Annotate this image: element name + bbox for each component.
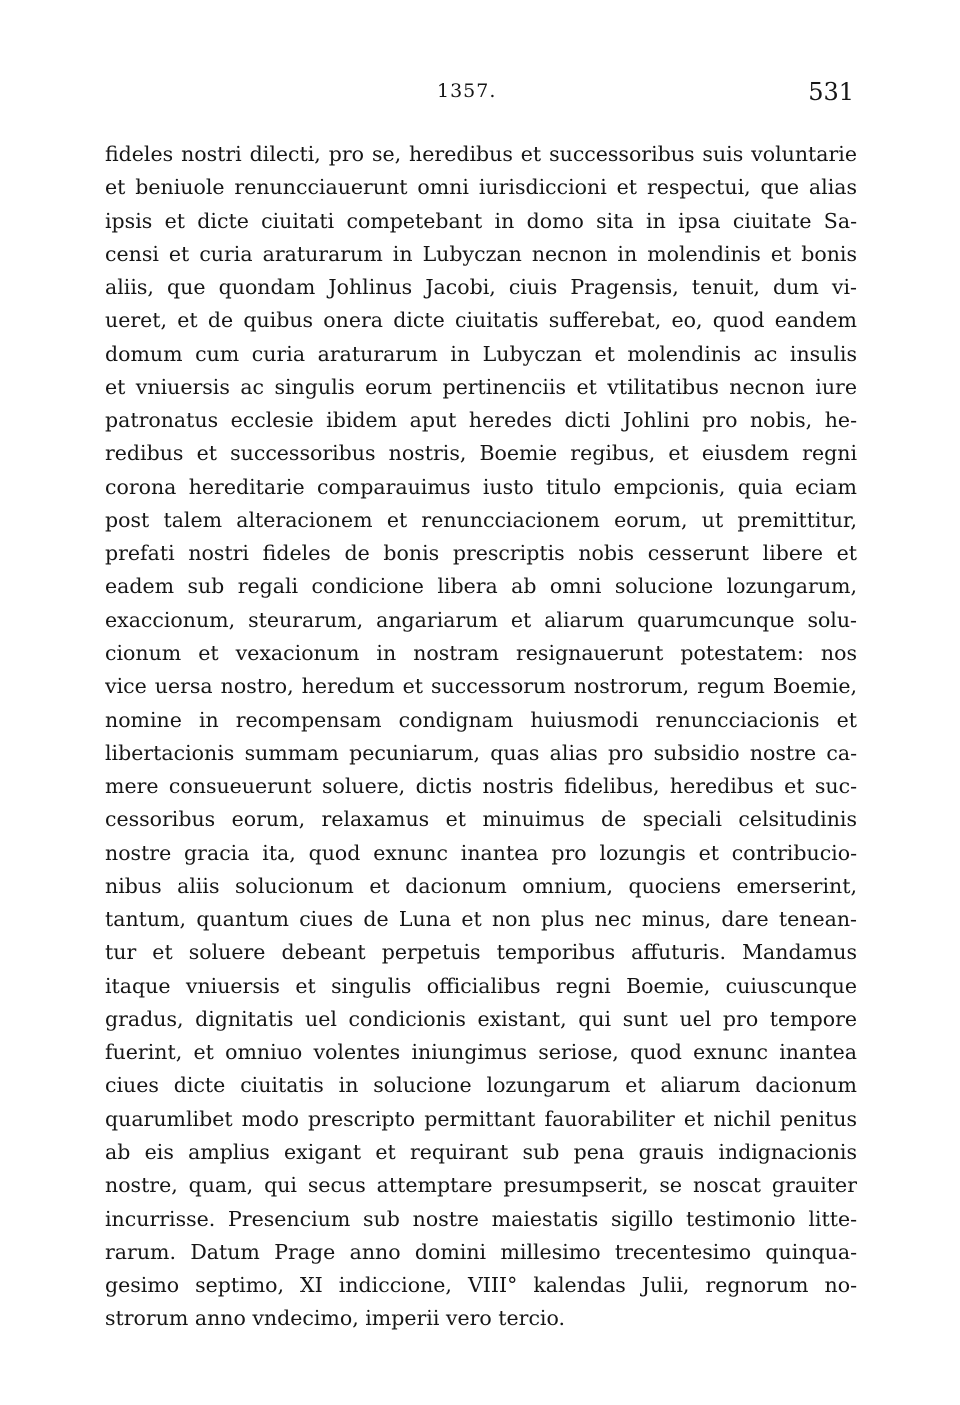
text-line: vice uersa nostro, heredum et successorum nostrorum, regum Boemie, [105,674,857,699]
text-line: gradus, dignitatis uel condicionis existant, qui sunt uel pro tempore [105,1006,857,1031]
text-line: nibus aliis solucionum et dacionum omnium, quociens emerserint, [105,873,857,898]
text-line: censi et curia araturarum in Lubyczan necnon in molendinis et bonis [105,241,857,266]
text-line: libertacionis summam pecuniarum, quas alias pro subsidio nostre ca- [105,740,857,765]
text-line: patronatus ecclesie ibidem aput heredes dicti Johlini pro nobis, he- [105,408,857,433]
text-line: nostre, quam, qui secus attemptare presumpserit, se noscat grauiter [105,1173,857,1198]
text-line: itaque vniuersis et singulis officialibus regni Boemie, cuiuscunque [105,973,857,998]
text-line: exaccionum, steurarum, angariarum et aliarum quarumcunque solu- [105,607,857,632]
text-line: ipsis et dicte ciuitati competebant in domo sita in ipsa ciuitate Sa- [105,208,857,233]
text-line: nostre gracia ita, quod exnunc inantea pro lozungis et contribucio- [105,840,857,865]
text-line: rarum. Datum Prage anno domini millesimo trecentesimo quinqua- [105,1239,857,1264]
body-text [105,138,857,1336]
text-line: tantum, quantum ciues de Luna et non plus nec minus, dare tenean- [105,907,857,932]
text-line: ueret, et de quibus onera dicte ciuitatis sufferebat, eo, quod eandem [105,308,857,333]
text-line: mere consueuerunt soluere, dictis nostris fidelibus, heredibus et suc- [105,774,857,799]
header-year: 1357. [437,80,497,102]
text-line: ciues dicte ciuitatis in solucione lozungarum et aliarum dacionum [105,1073,857,1098]
running-head [0,80,960,110]
text-line: nomine in recompensam condignam huiusmodi renuncciacionis et [105,707,857,732]
text-line: aliis, que quondam Johlinus Jacobi, ciuis Pragensis, tenuit, dum vi- [105,275,857,300]
text-line: cionum et vexacionum in nostram resignauerunt potestatem: nos [105,640,857,665]
text-line: quarumlibet modo prescripto permittant fauorabiliter et nichil penitus [105,1106,857,1131]
text-line: incurrisse. Presencium sub nostre maiestatis sigillo testimonio litte- [105,1206,857,1231]
text-line: corona hereditarie comparauimus iusto titulo empcionis, quia eciam [105,474,857,499]
text-line: gesimo septimo, XI indiccione, VIII° kalendas Julii, regnorum no- [105,1273,857,1298]
text-line: tur et soluere debeant perpetuis temporibus affuturis. Mandamus [105,940,857,965]
page-number: 531 [808,78,854,106]
text-line: fuerint, et omniuo volentes iniungimus seriose, quod exnunc inantea [105,1040,857,1065]
text-line: ab eis amplius exigant et requirant sub pena grauis indignacionis [105,1139,857,1164]
text-line: domum cum curia araturarum in Lubyczan et molendinis ac insulis [105,341,857,366]
text-line: prefati nostri fideles de bonis prescriptis nobis cesserunt libere et [105,541,857,566]
text-line: fideles nostri dilecti, pro se, heredibus et successoribus suis voluntarie [105,142,857,166]
text-line-last: strorum anno vndecimo, imperii vero tercio. [105,1306,565,1331]
text-line: eadem sub regali condicione libera ab omni solucione lozungarum, [105,574,857,599]
text-line: et vniuersis ac singulis eorum pertinenciis et vtilitatibus necnon iure [105,374,857,399]
text-line: post talem alteracionem et renuncciacionem eorum, ut premittitur, [105,507,857,532]
text-line: et beniuole renuncciauerunt omni iurisdiccioni et respectui, que alias [105,175,857,200]
text-line: redibus et successoribus nostris, Boemie regibus, et eiusdem regni [105,441,857,466]
text-line: cessoribus eorum, relaxamus et minuimus de speciali celsitudinis [105,807,857,832]
